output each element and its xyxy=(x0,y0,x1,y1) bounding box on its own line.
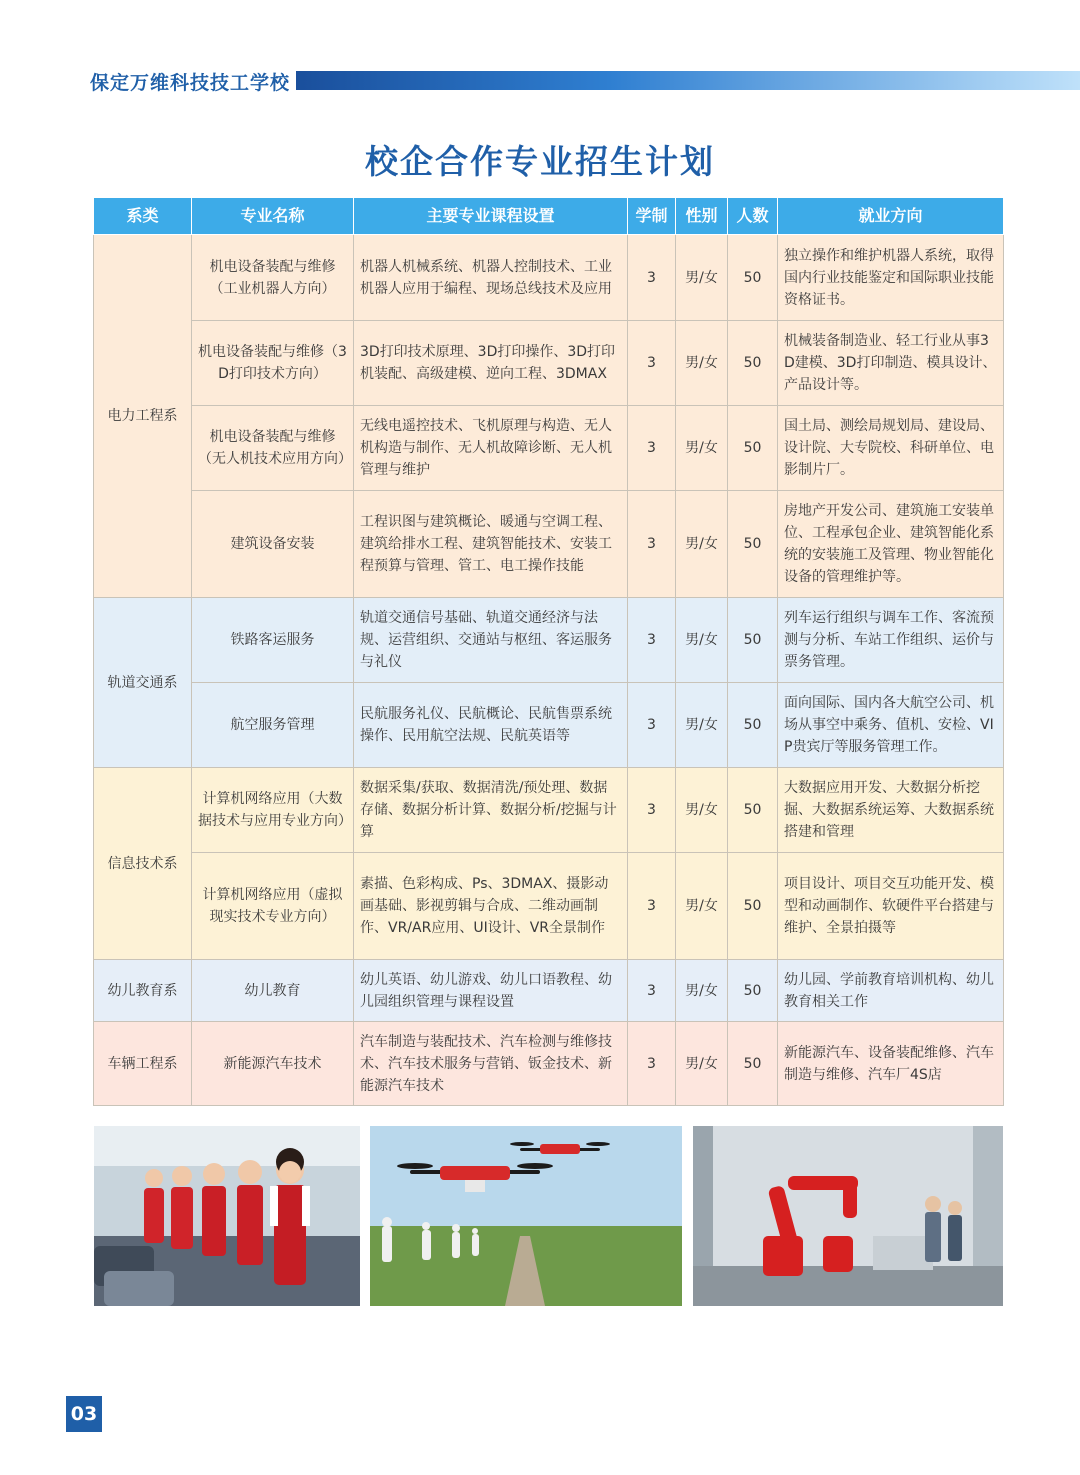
years-cell: 3 xyxy=(628,1022,676,1106)
career-cell: 独立操作和维护机器人系统，取得国内行业技能鉴定和国际职业技能资格证书。 xyxy=(778,235,1004,321)
gender-cell: 男/女 xyxy=(676,768,728,853)
years-cell: 3 xyxy=(628,406,676,491)
table-row xyxy=(94,960,1004,1022)
major-cell: 机电设备装配与维修（无人机技术应用方向） xyxy=(192,406,354,491)
header-career: 就业方向 xyxy=(778,198,1004,235)
header-count: 人数 xyxy=(728,198,778,235)
years-cell: 3 xyxy=(628,853,676,960)
count-cell: 50 xyxy=(728,321,778,406)
major-cell: 机电设备装配与维修（3D打印技术方向） xyxy=(192,321,354,406)
table-row xyxy=(94,683,1004,768)
courses-cell: 幼儿英语、幼儿游戏、幼儿口语教程、幼儿园组织管理与课程设置 xyxy=(354,960,628,1022)
table-header-row xyxy=(94,198,1004,235)
gender-cell: 男/女 xyxy=(676,491,728,598)
count-cell: 50 xyxy=(728,598,778,683)
table-row xyxy=(94,491,1004,598)
courses-cell: 轨道交通信号基础、轨道交通经济与法规、运营组织、交通站与枢纽、客运服务与礼仪 xyxy=(354,598,628,683)
table-row xyxy=(94,768,1004,853)
count-cell: 50 xyxy=(728,235,778,321)
major-cell: 新能源汽车技术 xyxy=(192,1022,354,1106)
courses-cell: 数据采集/获取、数据清洗/预处理、数据存储、数据分析计算、数据分析/挖掘与计算 xyxy=(354,768,628,853)
page-number: 03 xyxy=(66,1396,102,1432)
table-row xyxy=(94,1022,1004,1106)
gender-cell: 男/女 xyxy=(676,960,728,1022)
career-cell: 项目设计、项目交互功能开发、模型和动画制作、软硬件平台搭建与维护、全景拍摄等 xyxy=(778,853,1004,960)
count-cell: 50 xyxy=(728,406,778,491)
header-dept: 系类 xyxy=(94,198,192,235)
gender-cell: 男/女 xyxy=(676,235,728,321)
table-row xyxy=(94,598,1004,683)
header-years: 学制 xyxy=(628,198,676,235)
major-cell: 计算机网络应用（虚拟现实技术专业方向） xyxy=(192,853,354,960)
dept-cell: 轨道交通系 xyxy=(94,598,192,768)
courses-cell: 工程识图与建筑概论、暖通与空调工程、建筑给排水工程、建筑智能技术、安装工程预算与管理、管工、电工操作技能 xyxy=(354,491,628,598)
flight-attendants-photo xyxy=(94,1126,360,1306)
years-cell: 3 xyxy=(628,598,676,683)
gender-cell: 男/女 xyxy=(676,853,728,960)
count-cell: 50 xyxy=(728,768,778,853)
count-cell: 50 xyxy=(728,491,778,598)
major-cell: 建筑设备安装 xyxy=(192,491,354,598)
major-cell: 幼儿教育 xyxy=(192,960,354,1022)
count-cell: 50 xyxy=(728,853,778,960)
years-cell: 3 xyxy=(628,960,676,1022)
gender-cell: 男/女 xyxy=(676,406,728,491)
dept-cell: 车辆工程系 xyxy=(94,1022,192,1106)
career-cell: 新能源汽车、设备装配维修、汽车制造与维修、汽车厂4S店 xyxy=(778,1022,1004,1106)
years-cell: 3 xyxy=(628,683,676,768)
dept-cell: 电力工程系 xyxy=(94,235,192,598)
header-courses: 主要专业课程设置 xyxy=(354,198,628,235)
major-cell: 航空服务管理 xyxy=(192,683,354,768)
career-cell: 大数据应用开发、大数据分析挖掘、大数据系统运筹、大数据系统搭建和管理 xyxy=(778,768,1004,853)
courses-cell: 民航服务礼仪、民航概论、民航售票系统操作、民用航空法规、民航英语等 xyxy=(354,683,628,768)
dept-cell: 幼儿教育系 xyxy=(94,960,192,1022)
career-cell: 幼儿园、学前教育培训机构、幼儿教育相关工作 xyxy=(778,960,1004,1022)
gender-cell: 男/女 xyxy=(676,598,728,683)
drone-photo xyxy=(370,1126,682,1306)
table-row xyxy=(94,853,1004,960)
count-cell: 50 xyxy=(728,960,778,1022)
page-title: 校企合作专业招生计划 xyxy=(365,142,715,181)
major-cell: 铁路客运服务 xyxy=(192,598,354,683)
dept-cell: 信息技术系 xyxy=(94,768,192,960)
years-cell: 3 xyxy=(628,321,676,406)
career-cell: 列车运行组织与调车工作、客流预测与分析、车站工作组织、运价与票务管理。 xyxy=(778,598,1004,683)
header-major: 专业名称 xyxy=(192,198,354,235)
header-bar xyxy=(296,71,1080,90)
courses-cell: 3D打印技术原理、3D打印操作、3D打印机装配、高级建模、逆向工程、3DMAX xyxy=(354,321,628,406)
table-row xyxy=(94,321,1004,406)
career-cell: 面向国际、国内各大航空公司、机场从事空中乘务、值机、安检、VIP贵宾厅等服务管理工作。 xyxy=(778,683,1004,768)
count-cell: 50 xyxy=(728,683,778,768)
school-name: 保定万维科技技工学校 xyxy=(90,72,291,94)
header-gender: 性别 xyxy=(676,198,728,235)
major-cell: 计算机网络应用（大数据技术与应用专业方向） xyxy=(192,768,354,853)
courses-cell: 无线电遥控技术、飞机原理与构造、无人机构造与制作、无人机故障诊断、无人机管理与维护 xyxy=(354,406,628,491)
table-row xyxy=(94,406,1004,491)
count-cell: 50 xyxy=(728,1022,778,1106)
career-cell: 房地产开发公司、建筑施工安装单位、工程承包企业、建筑智能化系统的安装施工及管理、物业智能化设备的管理维护等。 xyxy=(778,491,1004,598)
industrial-robot-photo xyxy=(693,1126,1003,1306)
courses-cell: 汽车制造与装配技术、汽车检测与维修技术、汽车技术服务与营销、钣金技术、新能源汽车技术 xyxy=(354,1022,628,1106)
years-cell: 3 xyxy=(628,235,676,321)
years-cell: 3 xyxy=(628,768,676,853)
courses-cell: 素描、色彩构成、Ps、3DMAX、摄影动画基础、影视剪辑与合成、二维动画制作、VR/AR应用、UI设计、VR全景制作 xyxy=(354,853,628,960)
major-cell: 机电设备装配与维修（工业机器人方向） xyxy=(192,235,354,321)
gender-cell: 男/女 xyxy=(676,321,728,406)
career-cell: 国土局、测绘局规划局、建设局、设计院、大专院校、科研单位、电影制片厂。 xyxy=(778,406,1004,491)
courses-cell: 机器人机械系统、机器人控制技术、工业机器人应用于编程、现场总线技术及应用 xyxy=(354,235,628,321)
gender-cell: 男/女 xyxy=(676,1022,728,1106)
career-cell: 机械装备制造业、轻工行业从事3D建模、3D打印制造、模具设计、产品设计等。 xyxy=(778,321,1004,406)
enrollment-table xyxy=(93,197,1004,1106)
years-cell: 3 xyxy=(628,491,676,598)
table-row xyxy=(94,235,1004,321)
gender-cell: 男/女 xyxy=(676,683,728,768)
